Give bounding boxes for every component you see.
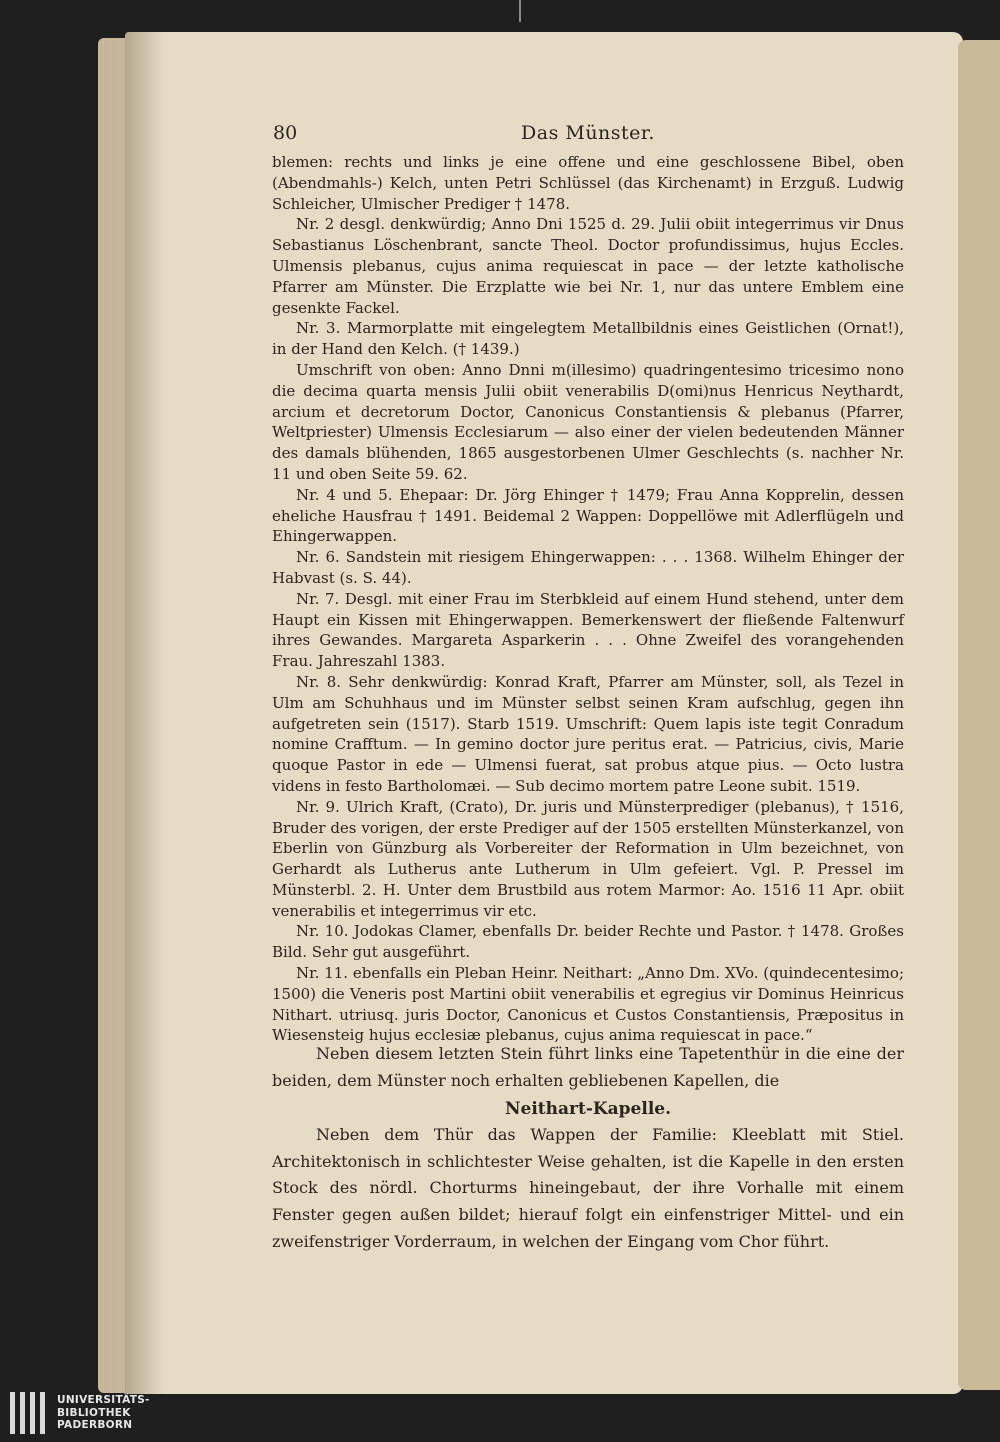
paragraph: Neben dem Thür das Wappen der Familie: Kleeblatt mit Stiel. Architektonisch in schlichtester Weise gehalten, ist die Kapelle in den ersten Stock des nördl. Chorturms hineingebaut, der ihre Vorhalle mit einem Fenster gegen außen bildet; hierauf folgt ein einfenstriger Mittel- und ein zweifenstriger Vorderraum, in welchen der Eingang vom Chor führt. [272,1125,904,1251]
scan-marker [519,0,521,22]
paragraph: Nr. 2 desgl. denkwürdig; Anno Dni 1525 d. 29. Julii obiit integerrimus vir Dnus Sebastianus Löschenbrant, sancte Theol. Doctor profundissimus, hujus Eccles. Ulmensis plebanus, cujus anima requiescat in pace — der letzte katholische Pfarrer am Münster. Die Erzplatte wie bei Nr. 1, nur das untere Emblem eine gesenkte Fackel. [272,215,904,317]
paragraph: Nr. 9. Ulrich Kraft, (Crato), Dr. juris und Münsterprediger (plebanus), † 1516, Bruder des vorigen, der erste Prediger auf der 1505 erstellten Münsterkanzel, von Eberlin von Günzburg als Vorbereiter der Reformation in Ulm bezeichnet, von Gerhardt als Lutherus ante Lutherum in Ulm gefeiert. Vgl. P. Pressel im Münsterbl. 2. H. Unter dem Brustbild aus rotem Marmor: Ao. 1516 11 Apr. obiit venerabilis et integerrimus vir etc. [272,797,904,920]
logo-line: UNIVERSITÄTS- [57,1394,150,1407]
running-head: Das Münster. [521,122,655,144]
library-logo-text [57,1394,150,1432]
paragraph: Nr. 3. Marmorplatte mit eingelegtem Metallbildnis eines Geistlichen (Ornat!), in der Hand den Kelch. († 1439.) [272,319,904,359]
paragraph: Neben diesem letzten Stein führt links eine Tapetenthür in die eine der beiden, dem Münster noch erhalten gebliebenen Kapellen, die [272,1044,904,1090]
logo-line: BIBLIOTHEK [57,1406,131,1419]
logo-line: PADERBORN [57,1419,133,1432]
library-logo [10,1390,150,1436]
page-header [270,122,906,152]
logo-bars-icon [10,1392,45,1434]
facing-page-edge [958,40,1000,1390]
spine-shadow [125,32,165,1394]
paragraph: Nr. 11. ebenfalls ein Pleban Heinr. Neithart: „Anno Dm. XVo. (quindecentesimo; 1500) die Veneris post Martini obiit venerabilis et egregius vir Dominus Heinricus Nithart. utriusq. juris Doctor, Canonicus et Custos Constantiensis, Præpositus in Wiesensteig hujus ecclesiæ plebanus, cujus anima requiescat in pace.“ [272,964,904,1045]
paragraph: Nr. 7. Desgl. mit einer Frau im Sterbkleid auf einem Hund stehend, unter dem Haupt ein Kissen mit Ehingerwappen. Bemerkenswert der fließende Faltenwurf ihres Gewandes. Margareta Asparkerin . . . Ohne Zweifel des vorangehenden Frau. Jahreszahl 1383. [272,589,904,671]
section-heading: Neithart-Kapelle. [504,1099,672,1120]
body-text [272,152,904,1046]
paragraph: Nr. 4 und 5. Ehepaar: Dr. Jörg Ehinger † 1479; Frau Anna Kopprelin, dessen eheliche Hausfrau † 1491. Beidemal 2 Wappen: Doppellöwe mit Adlerflügeln und Ehingerwappen. [272,485,904,546]
paragraph: Nr. 8. Sehr denkwürdig: Konrad Kraft, Pfarrer am Münster, soll, als Tezel in Ulm am Schuhhaus und im Münster selbst seinen Kram aufschlug, gegen ihn aufgetreten sein (1517). Starb 1519. Umschrift: Quem lapis iste tegit Conradum nomine Crafftum. — In gemino doctor jure peritus erat. — Patricius, civis, Marie quoque Pastor in ede — Ulmensi fuerat, sat probus atque pius. — Octo lustra videns in festo Bartholomæi. — Sub decimo mortem patre Leone subit. 1519. [272,672,904,795]
page-number: 80 [273,122,298,144]
paragraph: blemen: rechts und links je eine offene und eine geschlossene Bibel, oben (Abendmahls-) Kelch, unten Petri Schlüssel (das Kirchenamt) in Erzguß. Ludwig Schleicher, Ulmischer Prediger † 1478. [272,153,904,213]
lower-text [272,1041,904,1255]
paragraph: Nr. 10. Jodokas Clamer, ebenfalls Dr. beider Rechte und Pastor. † 1478. Großes Bild. Sehr gut ausgeführt. [272,922,904,962]
paragraph: Nr. 6. Sandstein mit riesigem Ehingerwappen: . . . 1368. Wilhelm Ehinger der Habvast (s. S. 44). [272,548,904,587]
paragraph: Umschrift von oben: Anno Dnni m(illesimo) quadringentesimo tricesimo nono die decima quarta mensis Julii obiit venerabilis D(omi)nus Henricus Neythardt, arcium et decretorum Doctor, Canonicus Constantiensis & plebanus (Pfarrer, Weltpriester) Ulmensis Ecclesiarum — also einer der vielen bedeutenden Männer des damals blühenden, 1865 ausgestorbenen Ulmer Geschlechts (s. nachher Nr. 11 und oben Seite 59. 62. [272,360,904,483]
